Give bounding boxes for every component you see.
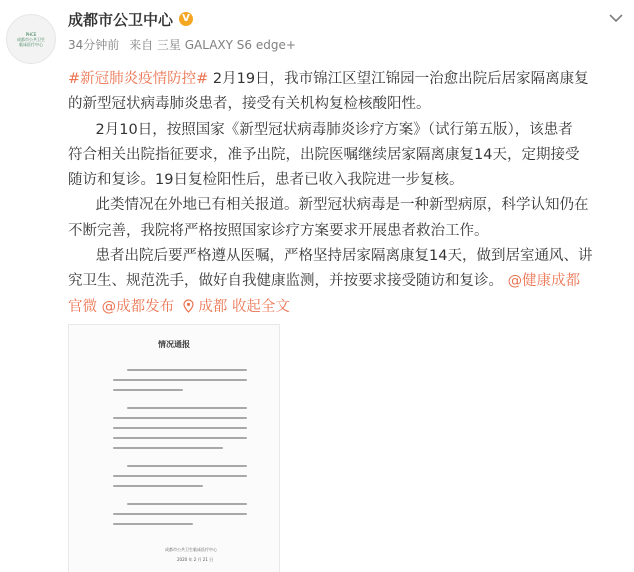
- attached-notice-image[interactable]: [68, 324, 280, 572]
- paragraph-4: [68, 244, 626, 320]
- paragraph-2: [68, 118, 626, 194]
- avatar-logo-text: 临床医疗中心: [19, 41, 43, 47]
- notice-text-line: [113, 389, 183, 391]
- location-pin-icon: [183, 299, 194, 313]
- paragraph-1: [68, 67, 626, 118]
- post-meta: [68, 36, 302, 53]
- text-line: 的新型冠状病毒肺炎患者，接受有关机构复检核酸阳性。: [68, 96, 431, 113]
- post-source: 来自 三星 GALAXY S6 edge+: [129, 38, 296, 52]
- notice-text-line: [127, 369, 247, 371]
- verified-badge-icon: V: [179, 12, 193, 26]
- notice-text-line: [113, 437, 247, 439]
- notice-text-line: [113, 485, 203, 487]
- author-avatar[interactable]: [6, 14, 56, 64]
- text-line: 不断完善，我院将严格按照国家诊疗方案要求开展患者救治工作。: [68, 222, 489, 239]
- text-line: 随访和复诊。19日复检阳性后，患者已收入我院进一步复核。: [68, 172, 464, 189]
- avatar-logo-text: 成都市公共卫生: [17, 36, 45, 42]
- paragraph-3: [68, 193, 626, 244]
- collapse-text-link[interactable]: 收起全文: [231, 298, 290, 315]
- author-row: [68, 8, 193, 30]
- mention-link[interactable]: @健康成都: [507, 273, 581, 290]
- chevron-down-icon[interactable]: [606, 8, 626, 28]
- avatar-logo-text: PHCE: [25, 31, 37, 37]
- hashtag-link[interactable]: #新冠肺炎疫情防控#: [68, 71, 209, 87]
- notice-text-line: [127, 465, 247, 467]
- notice-title: 情况通报: [158, 340, 190, 349]
- mention-link[interactable]: @成都发布: [101, 298, 175, 315]
- notice-text-line: [113, 379, 247, 381]
- text-line: 符合相关出院指征要求，准予出院，出院医嘱继续居家隔离康复14天，定期接受: [68, 146, 580, 163]
- post-time[interactable]: 34分钟前: [68, 38, 120, 52]
- notice-footer-org: 成都市公共卫生临床医疗中心: [165, 547, 217, 552]
- author-name[interactable]: 成都市公卫中心: [68, 10, 174, 29]
- notice-text-line: [113, 427, 247, 429]
- text-line: 患者出院后要严格遵从医嘱，严格坚持居家隔离康复14天，做到居室通风、讲: [95, 248, 593, 265]
- post-text: [68, 67, 626, 320]
- notice-text-line: [127, 503, 247, 505]
- notice-text-line: [113, 417, 247, 419]
- notice-text-line: [113, 475, 247, 477]
- location-link[interactable]: [183, 299, 227, 315]
- text-line: 2月10日，按照国家《新型冠状病毒肺炎诊疗方案》（试行第五版），该患者: [95, 121, 573, 138]
- location-label: 成都: [198, 298, 228, 315]
- notice-footer-date: 2020 年 2 月 21 日: [177, 557, 214, 562]
- text-line: 究卫生、规范洗手，做好自我健康监测，并按要求接受随访和复诊。: [68, 273, 503, 290]
- notice-text-line: [127, 407, 247, 409]
- text-line: 此类情况在外地已有相关报道。新型冠状病毒是一种新型病原，科学认知仍在: [95, 197, 589, 214]
- notice-text-line: [113, 447, 223, 449]
- notice-text-line: [113, 513, 247, 515]
- text-line: 2月19日，我市锦江区望江锦园一治愈出院后居家隔离康复: [208, 71, 589, 87]
- notice-text-line: [113, 523, 193, 525]
- mention-link[interactable]: 官微: [68, 298, 97, 315]
